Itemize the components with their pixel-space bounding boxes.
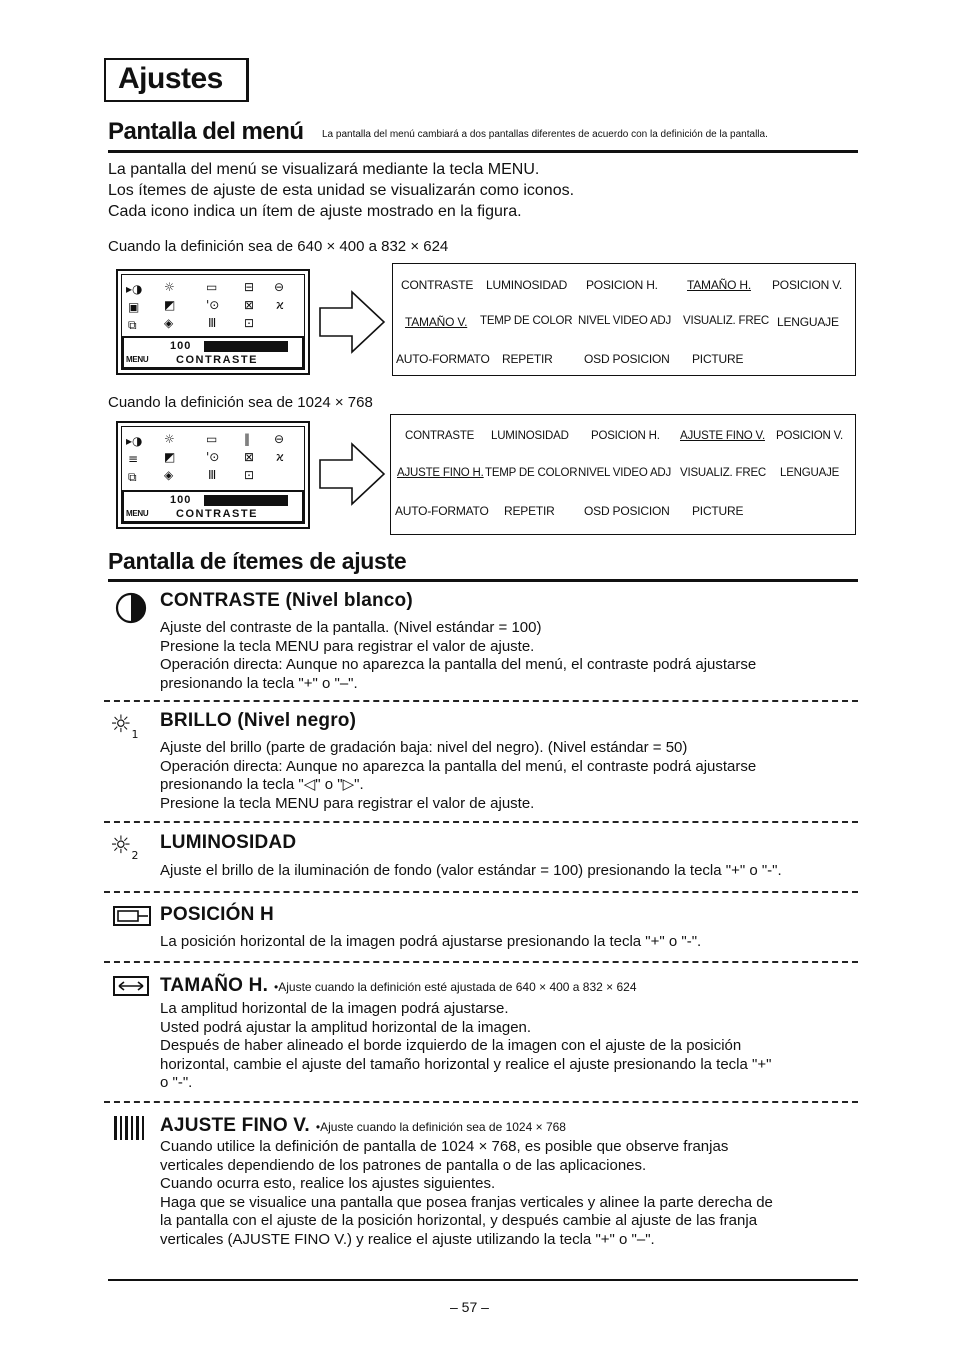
video-level-icon: '⊙ (206, 450, 220, 464)
osd-icon-grid (124, 277, 299, 333)
osd-level-bar (204, 341, 288, 352)
osd-value: 100 (170, 494, 192, 506)
table-cell: VISUALIZ. FREC (680, 467, 767, 479)
table-cell: TEMP DE COLOR (480, 315, 573, 327)
brightness-2-icon: $☼_2$ (110, 831, 139, 862)
table-cell: LENGUAJE (780, 467, 840, 479)
osd-screen-2 (116, 421, 310, 529)
item-body-luminosidad: Ajuste el brillo de la iluminación de fondo (valor estándar = 100) presionando la tecla "+" o "-". (160, 862, 782, 879)
page-number: – 57 – (450, 1299, 489, 1315)
table-cell: LUMINOSIDAD (486, 278, 568, 292)
table-cell: REPETIR (502, 352, 553, 366)
menu-items-table-2 (390, 414, 856, 535)
dashed-divider (104, 821, 858, 823)
recall-icon: ◈ (164, 468, 174, 482)
h-size-icon (112, 975, 150, 997)
table-cell: CONTRASTE (405, 430, 475, 442)
table-cell: VISUALIZ. FREC (683, 315, 770, 327)
dashed-divider (104, 1101, 858, 1103)
osd-menu-label: MENU (126, 509, 149, 518)
page-title-box (104, 58, 249, 102)
item-body-posicion-h: La posición horizontal de la imagen podrá ajustarse presionando la tecla "+" o "-". (160, 933, 702, 950)
brightness-icon: ☼ (164, 432, 175, 446)
heading-rule (108, 150, 858, 153)
auto-format-icon: ⧉ (128, 470, 137, 484)
freq-icon: ⊠ (244, 450, 255, 464)
fine-h-icon: ≡ (128, 452, 139, 466)
page-title: Ajustes (118, 62, 223, 95)
item-title-contraste: CONTRASTE (Nivel blanco) (160, 590, 413, 611)
osd-screen-1 (116, 269, 310, 375)
table-cell: AJUSTE FINO H. (397, 467, 484, 479)
brightness-1-icon: $☼_1$ (110, 710, 139, 741)
menu-section-heading: Pantalla del menú (108, 118, 304, 145)
table-cell: AJUSTE FINO V. (680, 430, 765, 442)
auto-format-icon: ⧉ (128, 318, 137, 332)
color-temp-icon: ◩ (164, 450, 176, 464)
table-cell: POSICION H. (586, 278, 658, 292)
table-cell: LUMINOSIDAD (491, 430, 569, 442)
recall-icon: ◈ (164, 316, 174, 330)
picture-icon: ⊡ (244, 468, 255, 482)
fine-v-icon: ‖ (244, 432, 250, 446)
table-cell: POSICION V. (776, 430, 844, 442)
table-cell: REPETIR (504, 504, 555, 518)
table-cell: NIVEL VIDEO ADJ (578, 315, 672, 327)
right-arrow-icon (318, 442, 388, 506)
v-position-icon: ⊖ (274, 432, 285, 446)
table-cell: OSD POSICION (584, 504, 670, 518)
v-size-icon: ▣ (128, 300, 140, 314)
osd-position-icon: Ⅲ (208, 316, 217, 330)
menu-items-table-1 (392, 263, 856, 376)
menu-section-note: La pantalla del menú cambiará a dos pantallas diferentes de acuerdo con la definición de la pantalla. (322, 129, 768, 140)
intro-line: Los ítemes de ajuste de esta unidad se visualizarán como iconos. (108, 182, 575, 199)
dashed-divider (104, 891, 858, 893)
table-cell: POSICION H. (591, 430, 660, 442)
right-arrow-icon (318, 290, 388, 354)
table-cell: AUTO-FORMATO (395, 504, 489, 518)
osd-level-bar (204, 495, 288, 506)
osd-menu-bar (122, 336, 304, 369)
contrast-icon: ▸◑ (126, 282, 143, 296)
h-size-icon: ⊟ (244, 280, 255, 294)
items-section-heading: Pantalla de ítemes de ajuste (108, 548, 407, 574)
table-cell: NIVEL VIDEO ADJ (578, 467, 672, 479)
table-cell: CONTRASTE (401, 278, 474, 292)
screen1-caption: Cuando la definición sea de 640 × 400 a 832 × 624 (108, 238, 449, 255)
osd-icon-grid (124, 429, 299, 485)
picture-icon: ⊡ (244, 316, 255, 330)
item-body-ajuste-fino-v: Cuando utilice la definición de pantalla de 1024 × 768, es posible que observe franjas verticales dependiendo de los patrones de pantalla o de las aplicaciones. Cuando ocurra esto, realice los ajustes siguientes. Haga que se visualice una pantalla que posea franjas verticales y alinee la parte derecha de la pantalla con el ajuste de la posición horizontal, y después cambie al ajuste de las franja verticales (AJUSTE FINO V.) y realice el ajuste utilizando la tecla "+" o "–". (160, 1138, 773, 1248)
language-icon: ϰ (276, 298, 284, 312)
color-temp-icon: ◩ (164, 298, 176, 312)
brightness-icon: ☼ (164, 280, 175, 294)
intro-line: La pantalla del menú se visualizará mediante la tecla MENU. (108, 161, 540, 178)
intro-line: Cada icono indica un ítem de ajuste mostrado en la figura. (108, 203, 522, 220)
item-note: •Ajuste cuando la definición sea de 1024 × 768 (315, 1120, 566, 1134)
table-cell: AUTO-FORMATO (396, 352, 490, 366)
fine-v-icon (112, 1115, 148, 1141)
table-cell: TAMAÑO V. (405, 315, 468, 329)
item-title-tamano-h: TAMAÑO H. •Ajuste cuando la definición esté ajustada de 640 × 400 a 832 × 624 (160, 975, 637, 996)
table-cell: PICTURE (692, 352, 744, 366)
v-position-icon: ⊖ (274, 280, 285, 294)
h-position-icon (112, 905, 152, 927)
video-level-icon: '⊙ (206, 298, 220, 312)
osd-value: 100 (170, 340, 192, 352)
contrast-icon: ▸◑ (126, 434, 143, 448)
language-icon: ϰ (276, 450, 284, 464)
table-cell: LENGUAJE (777, 315, 839, 329)
screen2-caption: Cuando la definición sea de 1024 × 768 (108, 394, 373, 411)
table-cell: TEMP DE COLOR (485, 467, 578, 479)
osd-item-label: CONTRASTE (176, 354, 258, 366)
osd-item-label: CONTRASTE (176, 508, 258, 520)
item-body-contraste: Ajuste del contraste de la pantalla. (Nivel estándar = 100) Presione la tecla MENU para registrar el valor de ajuste. Operación directa: Aunque no aparezca la pantalla del menú, el contraste podrá ajustarse presionando la tecla "+" o "–". (160, 619, 757, 692)
item-title-ajuste-fino-v: AJUSTE FINO V. •Ajuste cuando la definición sea de 1024 × 768 (160, 1115, 566, 1136)
table-cell: TAMAÑO H. (687, 278, 751, 292)
table-cell: OSD POSICION (584, 352, 670, 366)
osd-menu-label: MENU (126, 355, 149, 364)
item-title-brillo: BRILLO (Nivel negro) (160, 710, 357, 731)
heading-rule (108, 579, 858, 582)
dashed-divider (104, 961, 858, 963)
freq-icon: ⊠ (244, 298, 255, 312)
item-title-luminosidad: LUMINOSIDAD (160, 832, 297, 853)
item-body-brillo: Ajuste del brillo (parte de gradación baja: nivel del negro). (Nivel estándar = 50) Operación directa: Aunque no aparezca la pantalla del menú, el contraste podrá ajustarse presionando la tecla "◁" o "▷". Presione la tecla MENU para registrar el valor de ajuste. (160, 739, 757, 812)
item-note: •Ajuste cuando la definición esté ajustada de 640 × 400 a 832 × 624 (274, 980, 637, 994)
item-body-tamano-h: La amplitud horizontal de la imagen podrá ajustarse. Usted podrá ajustar la amplitud horizontal de la imagen. Después de haber alineado el borde izquierdo de la imagen con el ajuste de la posición horizontal, cambie el ajuste del tamaño horizontal y realice el ajuste presionando la tecla "+" o "-". (160, 1000, 772, 1092)
osd-menu-bar (122, 490, 304, 523)
table-cell: PICTURE (692, 504, 744, 518)
footer-rule (108, 1279, 858, 1281)
table-cell: POSICION V. (772, 278, 843, 292)
contrast-icon (114, 591, 148, 625)
item-title-posicion-h: POSICIÓN H (160, 904, 274, 925)
osd-position-icon: Ⅲ (208, 468, 217, 482)
dashed-divider (104, 700, 858, 702)
h-position-icon: ▭ (206, 280, 218, 294)
h-position-icon: ▭ (206, 432, 218, 446)
